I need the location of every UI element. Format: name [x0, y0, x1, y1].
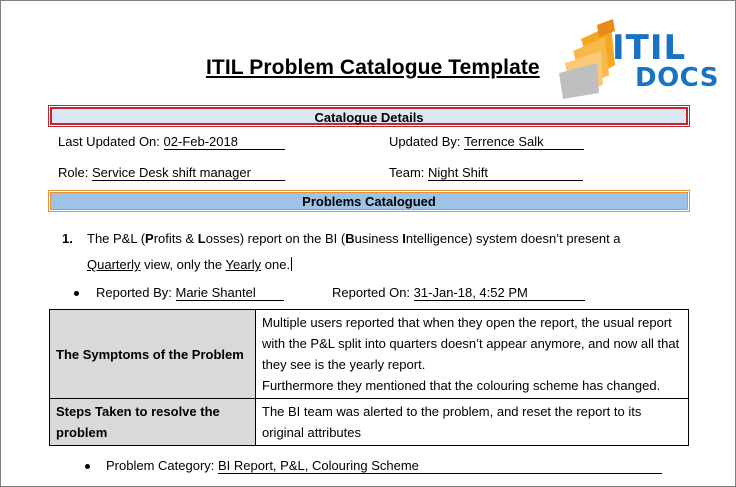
problem-description-line1: The P&L (Profits & Losses) report on the BI (Business Intelligence) system doesn’t present a	[87, 231, 621, 246]
problem-category-value: BI Report, P&L, Colouring Scheme	[218, 458, 662, 474]
reported-on-value: 31-Jan-18, 4:52 PM	[414, 285, 585, 301]
role-label: Role:	[58, 165, 89, 180]
logo-text-itil: ITIL	[612, 28, 687, 68]
updated-by-value: Terrence Salk	[464, 134, 584, 150]
team-label: Team:	[389, 165, 425, 180]
reported-by-field	[96, 285, 284, 301]
reported-by-value: Marie Shantel	[176, 285, 284, 301]
reported-by-label: Reported By:	[96, 285, 172, 300]
team-value: Night Shift	[428, 165, 583, 181]
updated-by-label: Updated By:	[389, 134, 461, 149]
last-updated-value: 02-Feb-2018	[164, 134, 285, 150]
steps-label: Steps Taken to resolve the problem	[50, 399, 256, 446]
table-row	[50, 310, 689, 399]
last-updated-label: Last Updated On:	[58, 134, 160, 149]
bullet-icon	[74, 291, 79, 296]
problem-description-line2: Quarterly view, only the Yearly one.	[87, 257, 291, 272]
logo-text-docs: DOCS	[635, 63, 719, 93]
problem-details-table	[49, 309, 689, 446]
symptoms-text: Multiple users reported that when they open the report, the usual report with the P&L split into quarters doesn’t appear anymore, and now all that they see is the yearly report.	[262, 315, 680, 372]
bullet-icon	[85, 464, 90, 469]
steps-text: The BI team was alerted to the problem, and reset the report to its original attributes	[256, 399, 689, 446]
problem-category-label: Problem Category:	[106, 458, 215, 473]
problems-catalogued-heading: Problems Catalogued	[50, 192, 688, 210]
symptoms-cell	[256, 310, 689, 399]
reported-on-field	[332, 285, 585, 301]
team-field	[389, 165, 583, 181]
role-field	[58, 165, 285, 181]
updated-by-field	[389, 134, 584, 150]
symptoms-label: The Symptoms of the Problem	[50, 310, 256, 399]
problem-number: 1.	[62, 231, 73, 246]
catalogue-details-heading: Catalogue Details	[50, 107, 688, 125]
text-cursor	[291, 257, 292, 271]
problem-category-field	[106, 458, 662, 474]
symptoms-text-2: Furthermore they mentioned that the colouring scheme has changed.	[262, 378, 661, 393]
table-row	[50, 399, 689, 446]
document-title: ITIL Problem Catalogue Template	[206, 56, 540, 79]
reported-on-label: Reported On:	[332, 285, 411, 300]
last-updated-field	[58, 134, 285, 150]
role-value: Service Desk shift manager	[92, 165, 285, 181]
